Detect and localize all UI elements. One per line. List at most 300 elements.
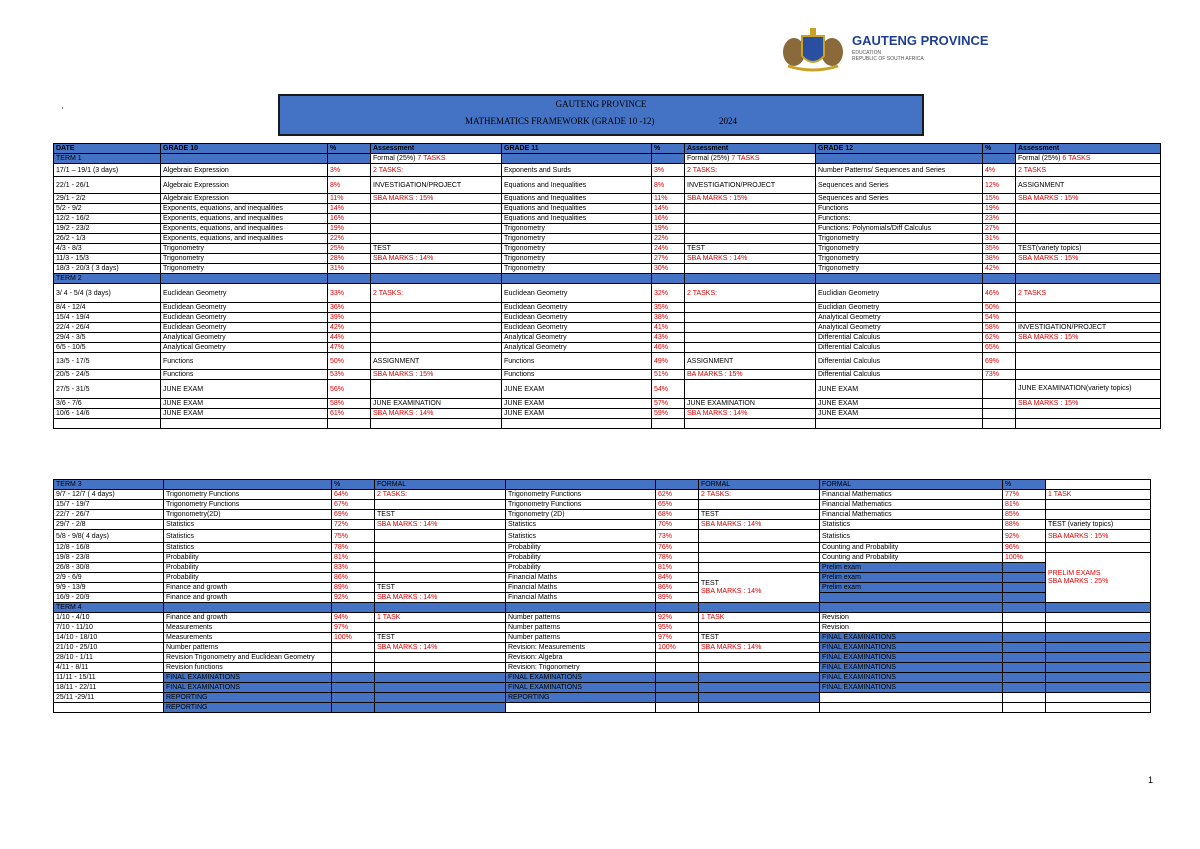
date-cell: 5/2 - 9/2 [54,204,161,214]
term-row-cell [328,274,371,284]
table-cell: 49% [652,353,685,370]
table-row [54,530,1151,543]
table-cell: Algebraic Expression [161,164,328,177]
date-cell: 5/8 - 9/8( 4 days) [54,530,164,543]
table-cell: SBA MARKS : 15% [1016,333,1161,343]
date-cell: 11/3 - 15/3 [54,254,161,264]
table-cell [1003,643,1046,653]
table-cell: TEST [375,510,506,520]
column-header [164,480,332,490]
date-cell: 22/7 - 26/7 [54,510,164,520]
table-cell: Trigonometry(2D) [164,510,332,520]
table-row [54,520,1151,530]
empty-cell [685,419,816,429]
table-cell: 35% [652,303,685,313]
table-cell: 2 TASKS [1016,284,1161,303]
table-cell: Trigonometry [816,244,983,254]
table-cell: Revision [820,623,1003,633]
column-header: FORMAL [375,480,506,490]
column-header: GRADE 12 [816,144,983,154]
table-cell: 3% [652,164,685,177]
table-cell: 84% [656,573,699,583]
table-cell: 62% [656,490,699,500]
table-cell: 35% [983,244,1016,254]
table-cell [1016,370,1161,380]
date-cell: 21/10 - 25/10 [54,643,164,653]
table-cell: 85% [1003,510,1046,520]
table-cell [332,673,375,683]
table-cell: 4% [983,164,1016,177]
table-row [54,653,1151,663]
table-cell [699,530,820,543]
term-label: TERM 1 [54,154,161,164]
table-cell: 100% [332,633,375,643]
empty-cell [1016,419,1161,429]
table-cell [699,563,820,573]
table-cell: 96% [1003,543,1046,553]
table-row [54,254,1161,264]
table-cell [1003,573,1046,583]
column-header [656,480,699,490]
table-cell: 27% [652,254,685,264]
table-cell [1046,673,1151,683]
stray-mark: ' [62,106,64,115]
table-cell: REPORTING [164,693,332,703]
column-header: Assessment [371,144,502,154]
table-cell [1016,204,1161,214]
table-cell [1046,633,1151,643]
table-cell: Algebraic Expression [161,177,328,194]
table-cell: TEST(variety topics) [1016,244,1161,254]
table-cell: Prelim exam [820,573,1003,583]
table-cell [371,380,502,399]
table-cell [1016,214,1161,224]
table-cell: 61% [328,409,371,419]
table-cell: Measurements [164,633,332,643]
table-cell: TEST [699,510,820,520]
table-row [54,343,1161,353]
table-cell: JUNE EXAMINATION [371,399,502,409]
terms-3-4-table [53,479,1151,713]
table-row [54,633,1151,643]
table-row [54,244,1161,254]
table-cell: FINAL EXAMINATIONS [164,673,332,683]
table-cell: 46% [983,284,1016,303]
table-cell: Functions [161,353,328,370]
table-row [54,500,1151,510]
table-cell: 81% [656,563,699,573]
table-cell: 65% [983,343,1016,353]
table-cell: 62% [983,333,1016,343]
term-row-cell [332,603,375,613]
table-cell: 89% [656,593,699,603]
term-row-cell [816,274,983,284]
table-cell: Functions: [816,214,983,224]
table-cell [1003,623,1046,633]
table-cell: Functions [816,204,983,214]
table-cell [375,543,506,553]
table-cell: Euclidean Geometry [502,313,652,323]
table-cell [983,409,1016,419]
table-cell: 76% [656,543,699,553]
prelim-sba-marks: SBA MARKS : 25% [1048,577,1109,585]
table-cell: 95% [656,623,699,633]
table-cell [1016,234,1161,244]
table-cell: Probability [164,563,332,573]
table-row [54,353,1161,370]
table-cell: Statistics [164,520,332,530]
term-label: TERM 2 [54,274,161,284]
column-header: TERM 3 [54,480,164,490]
table-cell: 97% [656,633,699,643]
table-cell: 39% [328,313,371,323]
table-row [54,490,1151,500]
table-cell: 38% [652,313,685,323]
table-cell: JUNE EXAMINATION [685,399,816,409]
table-cell: TEST [375,583,506,593]
table-cell: 100% [656,643,699,653]
table-cell: Sequences and Series [816,177,983,194]
logo-province-text: GAUTENG PROVINCE [852,33,989,48]
table-cell [685,234,816,244]
term-row-cell [983,154,1016,164]
table-cell: SBA MARKS : 14% [699,643,820,653]
table-cell: Revision: Trigonometry [506,663,656,673]
table-cell: Equations and Inequalities [502,194,652,204]
table-cell: 33% [328,284,371,303]
table-cell: 53% [328,370,371,380]
table-cell [699,693,820,703]
table-cell: Euclidian Geometry [816,303,983,313]
table-cell [1016,353,1161,370]
table-cell: Number patterns [506,613,656,623]
table-cell: SBA MARKS : 15% [685,194,816,204]
table-row [54,164,1161,177]
date-cell: 28/10 - 1/11 [54,653,164,663]
table-cell [685,323,816,333]
column-header: FORMAL [820,480,1003,490]
table-cell: 2 TASKS: [699,490,820,500]
table-cell: JUNE EXAMINATION(variety topics) [1016,380,1161,399]
table-cell: 31% [328,264,371,274]
table-cell: 47% [328,343,371,353]
table-cell [1046,663,1151,673]
logo-subtext [852,50,924,62]
table-cell: JUNE EXAM [161,409,328,419]
table-cell [1046,510,1151,520]
table-row [54,234,1161,244]
table-cell: Revision [820,613,1003,623]
table-cell: Trigonometry [161,264,328,274]
table-cell: Statistics [164,530,332,543]
date-cell: 12/8 - 16/8 [54,543,164,553]
table-cell: 89% [332,583,375,593]
table-cell: SBA MARKS : 14% [375,593,506,603]
table-cell: 24% [652,244,685,254]
date-cell: 19/2 - 23/2 [54,224,161,234]
empty-cell [983,419,1016,429]
date-cell: 8/4 - 12/4 [54,303,161,313]
term-row-cell [820,603,1003,613]
table-cell: 86% [656,583,699,593]
formal-task-count: 6 TASKS [1062,155,1091,162]
table-cell: Statistics [506,520,656,530]
table-cell [1003,683,1046,693]
date-cell: 6/5 - 10/5 [54,343,161,353]
table-cell: 30% [652,264,685,274]
table-cell [371,234,502,244]
table-cell [1016,264,1161,274]
table-cell: 54% [983,313,1016,323]
table-cell [699,623,820,633]
table-cell: SBA MARKS : 15% [1016,399,1161,409]
date-cell: 18/3 - 20/3 ( 3 days) [54,264,161,274]
table-cell: 58% [983,323,1016,333]
table-cell: Number patterns [164,643,332,653]
table-cell [699,500,820,510]
table-cell: FINAL EXAMINATIONS [506,673,656,683]
term-row-cell [161,274,328,284]
table-cell [685,224,816,234]
table-cell: Equations and Inequalities [502,177,652,194]
table-cell: TEST (variety topics) [1046,520,1151,530]
table-row [54,583,1151,593]
table-cell: SBA MARKS : 14% [685,254,816,264]
table-cell [1016,409,1161,419]
table-cell: 51% [652,370,685,380]
table-cell: 69% [332,510,375,520]
table-cell [332,683,375,693]
table-cell: Financial Mathematics [820,500,1003,510]
table-cell: Counting and Probability [820,553,1003,563]
table-cell: 78% [332,543,375,553]
table-row [54,333,1161,343]
table-cell [371,303,502,313]
table-cell: 97% [332,623,375,633]
table-cell [371,323,502,333]
table-cell [332,703,375,713]
table-cell: Number patterns [506,633,656,643]
date-cell: 15/7 - 19/7 [54,500,164,510]
empty-cell [502,419,652,429]
table-cell: SBA MARKS : 15% [1016,194,1161,204]
table-cell: 81% [332,553,375,563]
table-row [54,553,1151,563]
table-cell: 3% [328,164,371,177]
table-cell: Trigonometry [816,254,983,264]
table-cell: Algebraic Expression [161,194,328,204]
table-cell [371,264,502,274]
table-cell: Finance and growth [164,613,332,623]
date-cell: 29/1 - 2/2 [54,194,161,204]
empty-cell [652,419,685,429]
page-number: 1 [1148,775,1154,785]
title-line-1: GAUTENG PROVINCE [555,99,647,109]
table-cell: 11% [652,194,685,204]
table-cell: Trigonometry [502,264,652,274]
table-row [54,380,1161,399]
empty-cell [161,419,328,429]
table-cell [1016,303,1161,313]
table-cell [685,204,816,214]
column-header: Assessment [1016,144,1161,154]
table-cell: 92% [656,613,699,623]
table-cell [1003,653,1046,663]
table-cell: 27% [983,224,1016,234]
term-row-cell [1003,603,1046,613]
table-cell [685,380,816,399]
table-cell [1003,593,1046,603]
table-cell [375,683,506,693]
table-cell [699,653,820,663]
table-cell: SBA MARKS : 15% [371,194,502,204]
table-cell: Differential Calculus [816,343,983,353]
table-cell: SBA MARKS : 15% [1016,254,1161,264]
logo-country-text: REPUBLIC OF SOUTH AFRICA [852,56,924,62]
date-cell: 9/9 - 13/9 [54,583,164,593]
term-row-cell [1016,274,1161,284]
term-row-cell [375,603,506,613]
table-cell: 32% [652,284,685,303]
table-cell: Financial Maths [506,573,656,583]
date-cell: 22/4 - 26/4 [54,323,161,333]
table-cell: 25% [328,244,371,254]
table-row [54,323,1161,333]
table-cell [699,673,820,683]
table-cell: Revision: Algebra [506,653,656,663]
table-cell: 12% [983,177,1016,194]
table-cell [506,703,656,713]
table-cell: JUNE EXAM [816,399,983,409]
table-cell: Statistics [506,530,656,543]
table-cell: 8% [328,177,371,194]
table-cell: Number Patterns/ Sequences and Series [816,164,983,177]
table-cell [1003,613,1046,623]
table-cell: 15% [983,194,1016,204]
term-row-cell [656,603,699,613]
table-cell: Differential Calculus [816,353,983,370]
table-cell [1003,583,1046,593]
table-cell: Financial Mathematics [820,510,1003,520]
table-cell: 73% [656,530,699,543]
date-cell: 25/11 -29/11 [54,693,164,703]
date-cell [54,703,164,713]
title-year: 2024 [719,116,737,126]
table-cell: Probability [506,553,656,563]
term-row-cell [652,154,685,164]
table-row [54,543,1151,553]
table-cell: 92% [1003,530,1046,543]
table-cell: 81% [1003,500,1046,510]
prelim-exams-label: PRELIM EXAMS [1048,569,1101,577]
table-cell [656,703,699,713]
table-cell [371,313,502,323]
date-cell: 11/11 - 15/11 [54,673,164,683]
table-cell: Differential Calculus [816,370,983,380]
table-cell: Exponents, equations, and inequalities [161,204,328,214]
table-cell: JUNE EXAM [816,380,983,399]
table-cell [375,500,506,510]
table-cell [375,663,506,673]
table-cell: Euclidean Geometry [502,303,652,313]
table-cell: SBA MARKS : 14% [685,409,816,419]
table-cell: FINAL EXAMINATIONS [164,683,332,693]
table-row [54,214,1161,224]
table-cell: Analytical Geometry [161,343,328,353]
empty-cell [328,419,371,429]
table-cell [332,653,375,663]
table-cell [332,693,375,703]
table-cell: 73% [983,370,1016,380]
table-cell: Exponents, equations, and inequalities [161,224,328,234]
table-cell [371,224,502,234]
table-cell: SBA MARKS : 14% [371,409,502,419]
term-row-cell [371,274,502,284]
table-cell: TEST [685,244,816,254]
table-row [54,703,1151,713]
table-cell: 2 TASKS: [685,164,816,177]
table-cell [685,343,816,353]
table-cell: Trigonometry [161,254,328,264]
table-cell [1003,673,1046,683]
table-cell: 14% [652,204,685,214]
term-row-cell [1016,154,1161,164]
table-row [54,204,1161,214]
test-label: TEST [701,579,719,587]
table-cell [1003,693,1046,703]
table-cell: Trigonometry [502,234,652,244]
test-sba-marks: SBA MARKS : 14% [701,587,762,595]
table-cell [820,703,1003,713]
column-header: FORMAL [699,480,820,490]
table-cell: 42% [983,264,1016,274]
table-cell [375,530,506,543]
table-cell: 77% [1003,490,1046,500]
column-header: GRADE 11 [502,144,652,154]
table-cell: Trigonometry [816,264,983,274]
empty-cell [54,419,161,429]
table-cell: 38% [983,254,1016,264]
table-cell: ASSIGNMENT [685,353,816,370]
table-cell: Trigonometry [816,234,983,244]
table-cell: Probability [506,563,656,573]
table-cell [699,703,820,713]
table-cell: FINAL EXAMINATIONS [820,653,1003,663]
table-cell: 68% [656,510,699,520]
table-cell [1046,653,1151,663]
table-cell: 86% [332,573,375,583]
term-row-cell [161,154,328,164]
table-cell: Exponents and Surds [502,164,652,177]
table-cell: 23% [983,214,1016,224]
empty-cell [816,419,983,429]
date-cell: 4/3 - 8/3 [54,244,161,254]
table-cell [685,214,816,224]
table-cell: Analytical Geometry [502,333,652,343]
table-cell: JUNE EXAM [161,380,328,399]
table-cell: Counting and Probability [820,543,1003,553]
table-cell: 2 TASKS: [371,164,502,177]
table-cell: Functions [502,370,652,380]
table-cell: TEST [375,633,506,643]
table-cell: Euclidean Geometry [161,323,328,333]
table-cell: 64% [332,490,375,500]
table-cell: Finance and growth [164,583,332,593]
table-cell: 100% [1003,553,1046,563]
table-cell: FINAL EXAMINATIONS [820,663,1003,673]
formal-label: Formal (25%) [1018,155,1061,162]
term-row [54,274,1161,284]
